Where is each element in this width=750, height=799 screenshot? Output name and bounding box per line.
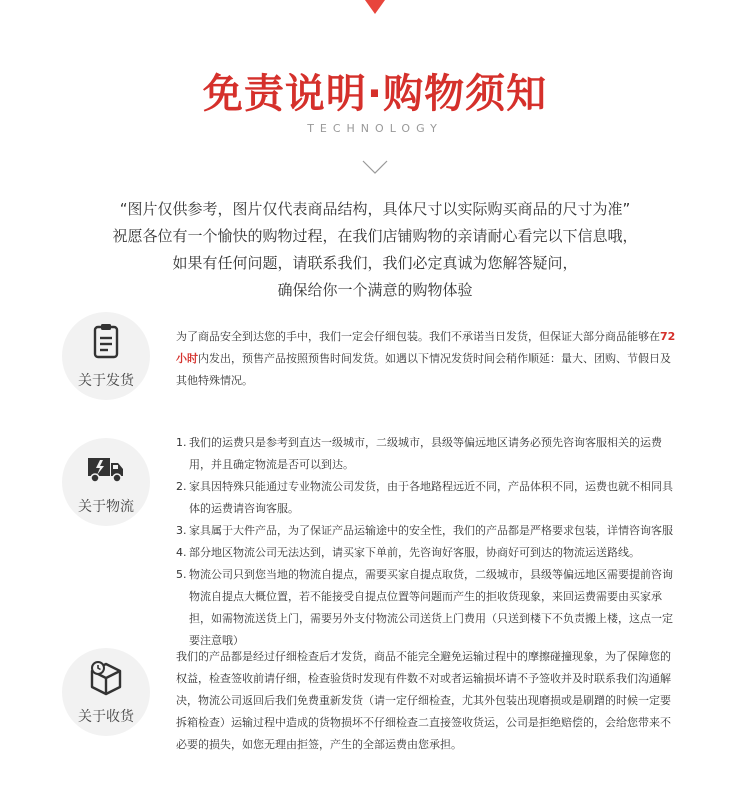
shipping-text-b: 内发出，预售产品按照预售时间发货。如遇以下情况发货时间会稍作顺延：量大、团购、节假日及其他特殊情况。 [176, 352, 671, 387]
list-item: 2. 家具因特殊只能通过专业物流公司发货，由于各地路程远近不同，产品体积不同，运费也就不相同具体的运费请咨询客服。 [176, 480, 673, 515]
shipping-label: 关于发货 [78, 373, 134, 389]
package-box-icon [86, 658, 126, 698]
intro-line: “图片仅供参考，图片仅代表商品结构，具体尺寸以实际购买商品的尺寸为准” [119, 200, 631, 218]
receiving-label: 关于收货 [78, 709, 134, 725]
intro-line: 确保给你一个满意的购物体验 [277, 281, 473, 299]
intro-line: 祝愿各位有一个愉快的购物过程，在我们店铺购物的亲请耐心看完以下信息哦， [112, 227, 638, 245]
shipping-text [176, 326, 676, 392]
clipboard-list-icon [86, 322, 126, 362]
page-subtitle: TECHNOLOGY [307, 122, 443, 135]
page-title: 免责说明·购物须知 [202, 71, 548, 117]
logistics-text [176, 432, 676, 652]
list-item: 4. 部分地区物流公司无法达到，请买家下单前，先咨询好客服，协商好可到达的物流运送路线。 [176, 546, 640, 559]
intro-block [0, 196, 750, 304]
shipping-text-a: 为了商品安全到达您的手中，我们一定会仔细包装。我们不承诺当日发货，但保证大部分商品能够在 [176, 330, 660, 343]
shipping-badge [62, 312, 150, 400]
list-item: 5. 物流公司只到您当地的物流自提点，需要买家自提点取货，二级城市，县级等偏远地区需要提前咨询物流自提点大概位置，若不能接受自提点位置等问题而产生的拒收货现象，来回运费需要由买家承担，如需物流送货上门，需要另外支付物流公司送货上门费用（只送到楼下不负责搬上楼，这点一定要注意哦） [176, 568, 673, 647]
logistics-label: 关于物流 [78, 499, 134, 515]
list-item: 1. 我们的运费只是参考到直达一级城市，二级城市，县级等偏远地区请务必预先咨询客服相关的运费用，并且确定物流是否可以到达。 [176, 436, 662, 471]
receiving-badge [62, 648, 150, 736]
list-item: 3. 家具属于大件产品，为了保证产品运输途中的安全性，我们的产品都是严格要求包装，详情咨询客服 [176, 524, 673, 537]
delivery-truck-icon [82, 448, 130, 488]
logistics-badge [62, 438, 150, 526]
top-notch-decoration [355, 0, 395, 14]
receiving-text [176, 646, 676, 756]
logistics-list [176, 432, 676, 652]
receiving-paragraph: 我们的产品都是经过仔细检查后才发货，商品不能完全避免运输过程中的摩擦碰撞现象，为了保障您的权益，检查签收前请仔细，检查验货时发现有件数不对或者运输损坏请不予签收并及时联系我们沟通解决，物流公司返回后我们免费重新发货（请一定仔细检查，尤其外包装出现磨损或是刷蹭的时候一定要拆箱检查）运输过程中造成的货物损坏不仔细检查二直接签收货运，公司是拒绝赔偿的，会给您带来不必要的损失，如您无理由拒签，产生的全部运费由您承担。 [176, 650, 671, 751]
intro-line: 如果有任何问题，请联系我们，我们必定真诚为您解答疑问， [172, 254, 578, 272]
chevron-down-icon [362, 160, 388, 174]
shipping-highlight: 72小时 [176, 330, 676, 365]
